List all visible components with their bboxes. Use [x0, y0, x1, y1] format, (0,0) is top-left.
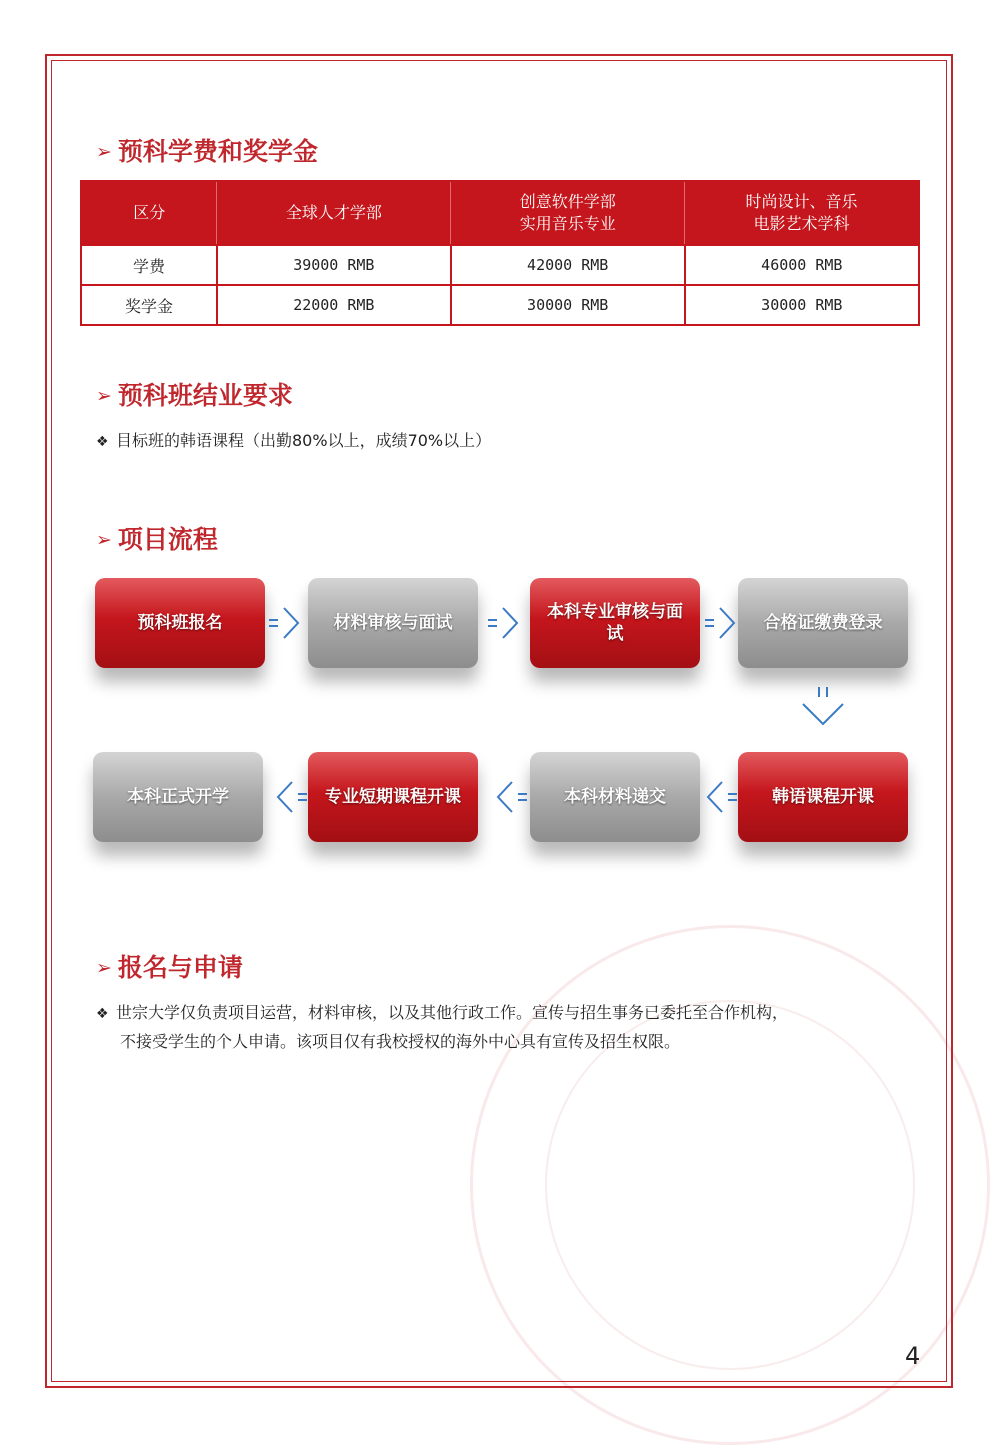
header-text: 电影艺术学科 [753, 214, 850, 233]
step-label: 本科专业审核与面试 [547, 602, 683, 644]
flow-arrow-left-icon [700, 777, 740, 817]
header-text: 实用音乐专业 [519, 214, 616, 233]
step-label: 预科班报名 [137, 613, 223, 633]
step-label: 合格证缴费登录 [763, 613, 883, 633]
page-number: 4 [905, 1342, 921, 1370]
step-undergraduate-documents [530, 752, 700, 842]
completion-bullet [96, 427, 491, 456]
completion-bullet-text: 目标班的韩语课程（出勤80%以上，成绩70%以上） [116, 431, 492, 450]
step-admission-payment [738, 578, 908, 668]
header-text: 创意软件学部 [519, 192, 616, 211]
title-arrow-icon: ➢ [96, 529, 112, 551]
apply-title-text: 报名与申请 [117, 953, 243, 982]
step-label: 本科正式开学 [127, 787, 229, 807]
table-cell: 30000 RMB [685, 285, 919, 325]
process-title-text: 项目流程 [117, 525, 218, 554]
header-text: 时尚设计、音乐 [745, 192, 858, 211]
step-label: 韩语课程开课 [772, 787, 874, 807]
header-text: 全球人才学部 [285, 203, 382, 222]
flow-arrow-right-icon [266, 603, 306, 643]
step-label: 本科材料递交 [564, 787, 666, 807]
header-cell-creative-software [451, 181, 685, 245]
flow-arrow-left-icon [490, 777, 530, 817]
apply-text-line2: 不接受学生的个人申请。该项目仅有我校授权的海外中心具有宣传及招生权限。 [120, 1032, 681, 1051]
fees-table-header-row [81, 181, 919, 245]
step-document-review-interview [308, 578, 478, 668]
apply-text-line1: 世宗大学仅负责项目运营，材料审核，以及其他行政工作。宣传与招生事务已委托至合作机构， [116, 1003, 789, 1022]
title-arrow-icon: ➢ [96, 385, 112, 407]
process-section-title [96, 520, 218, 556]
step-preparatory-registration [95, 578, 265, 668]
title-arrow-icon: ➢ [96, 141, 112, 163]
title-arrow-icon: ➢ [96, 957, 112, 979]
step-undergraduate-start [93, 752, 263, 842]
flow-arrow-left-icon [270, 777, 310, 817]
diamond-bullet-icon: ❖ [96, 1006, 109, 1022]
table-cell: 46000 RMB [685, 245, 919, 285]
step-major-review-interview [530, 578, 700, 668]
table-cell: 22000 RMB [217, 285, 451, 325]
step-label: 专业短期课程开课 [325, 787, 461, 807]
header-text: 区分 [133, 203, 166, 222]
header-cell-fashion-design [685, 181, 919, 245]
step-korean-course-start [738, 752, 908, 842]
apply-bullet [96, 999, 916, 1056]
table-row [81, 245, 919, 285]
completion-section-title [96, 376, 293, 412]
header-cell-category [81, 181, 217, 245]
fees-section-title [96, 132, 318, 168]
diamond-bullet-icon: ❖ [96, 434, 109, 450]
step-short-term-course [308, 752, 478, 842]
flow-arrow-down-icon [800, 684, 846, 730]
flow-arrow-right-icon [485, 603, 525, 643]
table-row [81, 285, 919, 325]
flow-arrow-right-icon [702, 603, 742, 643]
table-cell: 39000 RMB [217, 245, 451, 285]
step-label: 材料审核与面试 [333, 613, 453, 633]
row-label-tuition: 学费 [81, 245, 217, 285]
fees-table [80, 180, 920, 326]
fees-title-text: 预科学费和奖学金 [117, 137, 318, 166]
apply-section-title [96, 948, 243, 984]
table-cell: 30000 RMB [451, 285, 685, 325]
row-label-scholarship: 奖学金 [81, 285, 217, 325]
header-cell-global-talent [217, 181, 451, 245]
table-cell: 42000 RMB [451, 245, 685, 285]
completion-title-text: 预科班结业要求 [117, 381, 293, 410]
